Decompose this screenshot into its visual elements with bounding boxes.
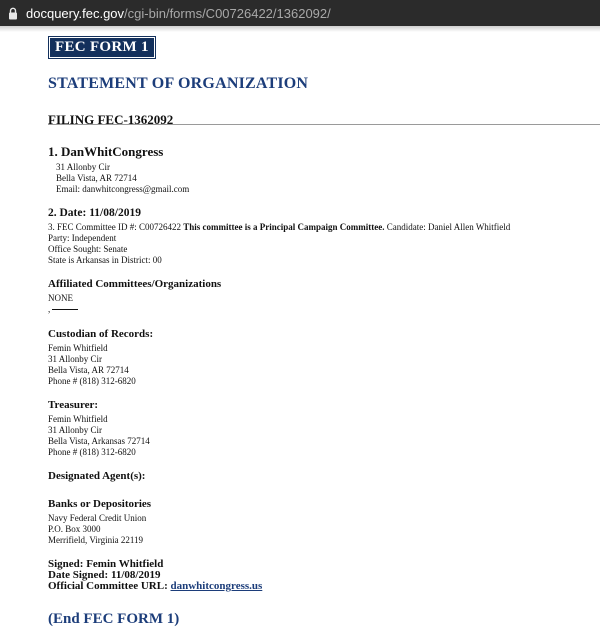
treasurer-address-line2: Bella Vista, Arkansas 72714 — [48, 436, 150, 446]
bank-address-line2: Merrifield, Virginia 22119 — [48, 535, 144, 545]
committee-address-line2: Bella Vista, AR 72714 — [56, 173, 137, 183]
affiliated-heading: Affiliated Committees/Organizations — [48, 278, 222, 290]
committee-name: 1. DanWhitCongress — [48, 144, 164, 159]
committee-section — [48, 144, 189, 195]
principal-statement: This committee is a Principal Campaign Committee. — [183, 222, 385, 232]
bank-name: Navy Federal Credit Union — [48, 513, 147, 523]
affiliated-value: NONE — [48, 293, 73, 303]
header-divider — [48, 124, 600, 125]
date-signed: Date Signed: 11/08/2019 — [48, 569, 161, 581]
custodian-phone: Phone # (818) 312-6820 — [48, 376, 136, 386]
committee-id-line — [48, 222, 598, 233]
committee-email: Email: danwhitcongress@gmail.com — [56, 184, 190, 194]
url-path: /cgi-bin/forms/C00726422/1362092/ — [124, 5, 331, 21]
custodian-section — [48, 328, 153, 387]
committee-url-line — [48, 581, 262, 592]
filing-date: 2. Date: 11/08/2019 — [48, 207, 141, 219]
end-of-form: (End FEC FORM 1) — [48, 611, 180, 627]
bank-address-line1: P.O. Box 3000 — [48, 524, 101, 534]
lock-icon — [8, 7, 18, 20]
treasurer-heading: Treasurer: — [48, 399, 99, 411]
custodian-address-line1: 31 Allonby Cir — [48, 354, 103, 364]
agents-heading: Designated Agent(s): — [48, 470, 146, 482]
custodian-heading: Custodian of Records: — [48, 328, 154, 340]
candidate-name: Candidate: Daniel Allen Whitfield — [386, 222, 511, 232]
treasurer-address-line1: 31 Allonby Cir — [48, 425, 103, 435]
custodian-address-line2: Bella Vista, AR 72714 — [48, 365, 129, 375]
banks-section — [48, 498, 151, 546]
office-sought: Office Sought: Senate — [48, 244, 128, 254]
treasurer-phone: Phone # (818) 312-6820 — [48, 447, 136, 457]
filing-number: FILING FEC-1362092 — [48, 112, 174, 127]
url-host: docquery.fec.gov — [26, 5, 125, 21]
custodian-name: Femin Whitfield — [48, 343, 108, 353]
form-header — [48, 36, 600, 128]
treasurer-name: Femin Whitfield — [48, 414, 108, 424]
signed-by: Signed: Femin Whitfield — [48, 558, 164, 570]
party: Party: Independent — [48, 233, 117, 243]
affiliated-blank: , — [48, 304, 221, 315]
browser-url-bar[interactable] — [0, 0, 600, 26]
committee-url-link[interactable]: danwhitcongress.us — [170, 580, 263, 592]
agents-section — [48, 470, 145, 485]
treasurer-section — [48, 399, 150, 458]
form-badge: FEC FORM 1 — [48, 36, 156, 59]
banks-heading: Banks or Depositories — [48, 498, 152, 510]
committee-address-line1: 31 Allonby Cir — [56, 162, 111, 172]
page-top-shadow — [0, 26, 600, 32]
committee-id: 3. FEC Committee ID #: C00726422 — [48, 222, 182, 232]
page-title: STATEMENT OF ORGANIZATION — [48, 75, 309, 92]
affiliated-section — [48, 278, 221, 315]
blank-line — [52, 309, 78, 310]
state-district: State is Arkansas in District: 00 — [48, 255, 162, 265]
date-section — [48, 207, 598, 266]
committee-url-label: Official Committee URL: — [48, 580, 168, 592]
signature-section — [48, 559, 262, 592]
